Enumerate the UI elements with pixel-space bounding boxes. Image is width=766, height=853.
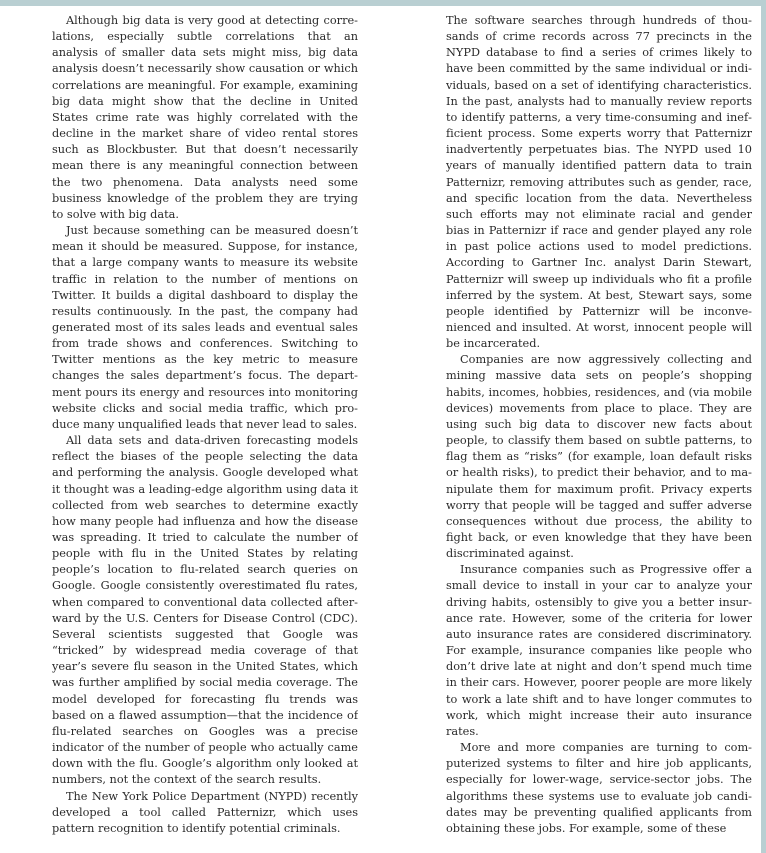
- paragraph-patternizr-continued: The software searches through hundreds of thousands of crime records across 77 precincts in the NYPD database to find a series of crimes likely to have been committed by the same individual or individuals, based on a set of identifying characteristics. In the past, analysts had to manually review reports to identify patterns, a very time-consuming and inefficient process. Some experts worry that Patternizr inadvertently perpetuates bias. The NYPD used 10 years of manually identified pattern data to train Patternizr, removing attributes such as gender, race, and specific location from the data. Nevertheless such efforts may not eliminate racial and gender bias in Patternizr if race and gender played any role in past police actions used to model predictions. According to Gartner Inc. analyst Darin Stewart, Patternizr will sweep up individuals who fit a profile inferred by the system. At best, Stewart says, some people identified by Patternizr will be inconvenienced and insulted. At worst, innocent people will be incarcerated.: [446, 14, 752, 351]
- paragraph-nypd-patternizr: The New York Police Department (NYPD) recently developed a tool called Patternizr, which uses pattern recognition to identify potential criminals.: [52, 789, 358, 835]
- top-border-band: [0, 0, 766, 6]
- paragraph-big-data-correlation: Although big data is very good at detecting correlations, especially subtle correlations that an analysis of smaller data sets might miss, big data analysis doesn’t necessarily show causation or which correlations are meaningful. For example, examining big data might show that the decline in United States crime rate was highly correlated with the decline in the market share of video rental stores such as Blockbuster. But that doesn’t necessarily mean there is any meaningful connection between the two phenomena. Data analysts need some business knowledge of the problem they are trying to solve with big data.: [52, 14, 358, 221]
- paragraph-hiring-algorithms: More and more companies are turning to computerized systems to filter and hire job applicants, especially for lower-wage, service-sector jobs. The algorithms these systems use to evaluate job candidates may be preventing qualified applicants from obtaining these jobs. For example, some of these: [446, 741, 752, 835]
- paragraph-measurement: Just because something can be measured doesn’t mean it should be measured. Suppose, for instance, that a large company wants to measure its website traffic in relation to the number of mentions on Twitter. It builds a digital dashboard to display the results continuously. In the past, the company had generated most of its sales leads and eventual sales from trade shows and conferences. Switching to Twitter mentions as the key metric to measure changes the sales department’s focus. The department pours its energy and resources into monitoring website clicks and social media traffic, which produce many unqualified leads that never lead to sales.: [52, 224, 358, 431]
- paragraph-data-mining-privacy: Companies are now aggressively collecting and mining massive data sets on people’s shopping habits, incomes, hobbies, residences, and (via mobile devices) movements from place to place. They are using such big data to discover new facts about people, to classify them based on subtle patterns, to flag them as “risks” (for example, loan default risks or health risks), to predict their behavior, and to manipulate them for maximum profit. Privacy experts worry that people will be tagged and suffer adverse consequences without due process, the ability to fight back, or even knowledge that they have been discriminated against.: [446, 353, 752, 561]
- left-column: [52, 13, 358, 849]
- right-column: [446, 13, 752, 849]
- paragraph-bias-google-flu: All data sets and data-driven forecasting models reflect the biases of the people selecting the data and performing the analysis. Google developed what it thought was a leading-edge algorithm using data it collected from web searches to determine exactly how many people had influenza and how the disease was spreading. It tried to calculate the number of people with flu in the United States by relating people’s location to flu-related search queries on Google. Google consistently overestimated flu rates, when compared to conventional data collected afterward by the U.S. Centers for Disease Control (CDC). Several scientists suggested that Google was “tricked” by widespread media coverage of that year’s severe flu season in the United States, which was further amplified by social media coverage. The model developed for forecasting flu trends was based on a flawed assumption—that the incidence of flu-related searches on Googles was a precise indicator of the number of people who actually came down with the flu. Google’s algorithm only looked at numbers, not the context of the search results.: [52, 434, 358, 787]
- document-page: [52, 13, 752, 849]
- paragraph-insurance: Insurance companies such as Progressive offer a small device to install in your car to analyze your driving habits, ostensibly to give you a better insurance rate. However, some of the criteria for lower auto insurance rates are considered discriminatory. For example, insurance companies like people who don’t drive late at night and don’t spend much time in their cars. However, poorer people are more likely to work a late shift and to have longer commutes to work, which might increase their auto insurance rates.: [446, 563, 752, 738]
- right-border-band: [761, 0, 766, 853]
